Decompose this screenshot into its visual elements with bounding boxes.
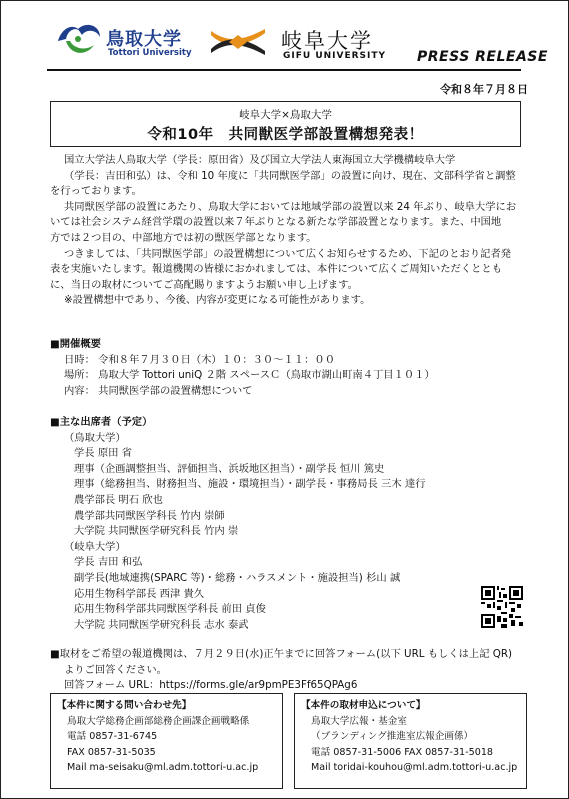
attendee-item: 応用生物科学部長 西津 貴久 bbox=[74, 587, 205, 600]
header bbox=[1, 1, 568, 73]
body-line: 共同獣医学部の設置にあたり、鳥取大学においては地域学部の設置以来 24 年ぶり、岐阜大学にお bbox=[64, 200, 517, 213]
tottori-university-logo bbox=[56, 21, 226, 63]
tottori-mark-icon bbox=[56, 21, 102, 57]
attendee-item: 大学院 共同獣医学研究科長 志水 泰武 bbox=[74, 618, 249, 631]
coverage-instruction: ■取材をご希望の報道機関は、７月２９日(水)正午までに回答フォーム(以下 URL もしくは上記 QR) bbox=[50, 648, 513, 660]
attendee-item: 応用生物科学部共同獣医学科長 前田 貞俊 bbox=[74, 603, 266, 616]
tottori-label: （鳥取大学） bbox=[64, 431, 126, 444]
contact-fax: FAX 0857-31-5035 bbox=[67, 746, 156, 758]
attendee-item: 理事（総務担当、財務担当、施設・環境担当）・副学長・事務局長 三木 達行 bbox=[74, 478, 426, 491]
attendee-item: 農学部長 明石 欣也 bbox=[74, 493, 163, 506]
gifu-label: （岐阜大学） bbox=[64, 540, 126, 553]
event-content: 内容： 共同獣医学部の設置構想について bbox=[64, 384, 253, 397]
body-line: を行っております。 bbox=[50, 185, 142, 198]
contact-org: 鳥取大学総務企画部総務企画課企画戦略係 bbox=[67, 715, 250, 727]
qr-code-icon[interactable] bbox=[481, 586, 523, 628]
attendee-item: 大学院 共同獣医学研究科長 竹内 崇 bbox=[74, 525, 239, 538]
contact-mail[interactable]: Mail toridai-kouhou@ml.adm.tottori-u.ac.jp bbox=[311, 762, 518, 773]
body-line: いては社会システム経営学環の設置以来７年ぶりとなる新たな学部設置となります。また、中国地 bbox=[50, 216, 502, 229]
form-url-link[interactable]: 回答フォーム URL：https://forms.gle/ar9pmPE3Ff65QPAg6 bbox=[64, 679, 358, 692]
attendees-section bbox=[50, 415, 426, 633]
body-text bbox=[50, 153, 525, 309]
attendee-item: 学長 吉田 和弘 bbox=[74, 556, 143, 569]
attendee-item: 農学部共同獣医学科長 竹内 崇師 bbox=[74, 509, 225, 522]
contact-org-sub: （ブランディング推進室広報企画係） bbox=[311, 731, 474, 742]
tottori-english-name: Tottori University bbox=[108, 48, 192, 58]
title-main: 令和10年 共同獣医学部設置構想発表！ bbox=[147, 127, 424, 143]
body-line: 表を実施いたします。報道機関の皆様におかれましては、本件について広くご周知いただくととも bbox=[50, 263, 503, 276]
header-divider bbox=[47, 69, 521, 71]
contact-inquiry-title: 【本件に関する問い合わせ先】 bbox=[57, 700, 192, 711]
body-line: （学長：吉田和弘）は、令和 10 年度に「共同獣医学部」の設置に向け、現在、文部科学省と調整 bbox=[64, 169, 516, 182]
gifu-mark-icon bbox=[209, 23, 267, 61]
title-subtitle: 岐阜大学×鳥取大学 bbox=[239, 109, 332, 121]
body-note: ※設置構想中であり、今後、内容が変更になる可能性があります。 bbox=[64, 294, 371, 307]
attendee-item: 学長 原田 省 bbox=[74, 447, 133, 460]
gifu-english-name: GIFU UNIVERSITY bbox=[283, 51, 387, 61]
contact-inquiry-box bbox=[50, 693, 283, 789]
tottori-name: 鳥取大学 bbox=[106, 29, 182, 50]
attendee-item: 副学長(地域連携(SPARC 等)・総務・ハラスメント・施設担当) 杉山 誠 bbox=[74, 571, 401, 584]
event-place: 場所： 鳥取大学 Tottori uniQ ２階 スペースＣ（鳥取市湖山町南４丁目１０１） bbox=[64, 369, 435, 382]
gifu-name: 岐阜大学 bbox=[281, 29, 373, 53]
title-box bbox=[50, 101, 521, 147]
event-section bbox=[50, 337, 435, 399]
contact-coverage-box bbox=[294, 693, 527, 789]
coverage-section bbox=[50, 647, 512, 694]
event-heading: ■開催概要 bbox=[50, 338, 101, 350]
contact-coverage-title: 【本件の取材申込について】 bbox=[301, 700, 426, 711]
body-line: 方では２つ目の、中部地方では初の獣医学部となります。 bbox=[50, 231, 317, 244]
contact-tel: 電話 0857-31-6745 bbox=[67, 731, 158, 742]
press-release-label: PRESS RELEASE bbox=[417, 49, 548, 65]
coverage-instruction-cont: よりご回答ください。 bbox=[64, 663, 167, 676]
event-datetime: 日時： 令和８年７月３０日（木）１０：３０～１１：００ bbox=[64, 353, 335, 366]
contact-tel-fax: 電話 0857-31-5006 FAX 0857-31-5018 bbox=[311, 746, 494, 758]
contact-mail[interactable]: Mail ma-seisaku@ml.adm.tottori-u.ac.jp bbox=[67, 762, 259, 773]
attendee-item: 理事（企画調整担当、評価担当、浜坂地区担当）・副学長 恒川 篤史 bbox=[74, 462, 385, 475]
body-line: に、当日の取材についてご高配賜りますようお願い申し上げます。 bbox=[50, 278, 358, 291]
gifu-university-logo bbox=[209, 23, 387, 65]
release-date: 令和８年７月８日 bbox=[440, 83, 528, 96]
contact-org: 鳥取大学広報・基金室 bbox=[311, 715, 407, 727]
attendees-heading: ■主な出席者（予定） bbox=[50, 416, 153, 428]
body-line: つきましては、「共同獣医学部」の設置構想について広くお知らせするため、下記のとおり記者発 bbox=[64, 247, 511, 260]
body-line: 国立大学法人鳥取大学（学長：原田省）及び国立大学法人東海国立大学機構岐阜大学 bbox=[64, 154, 456, 166]
